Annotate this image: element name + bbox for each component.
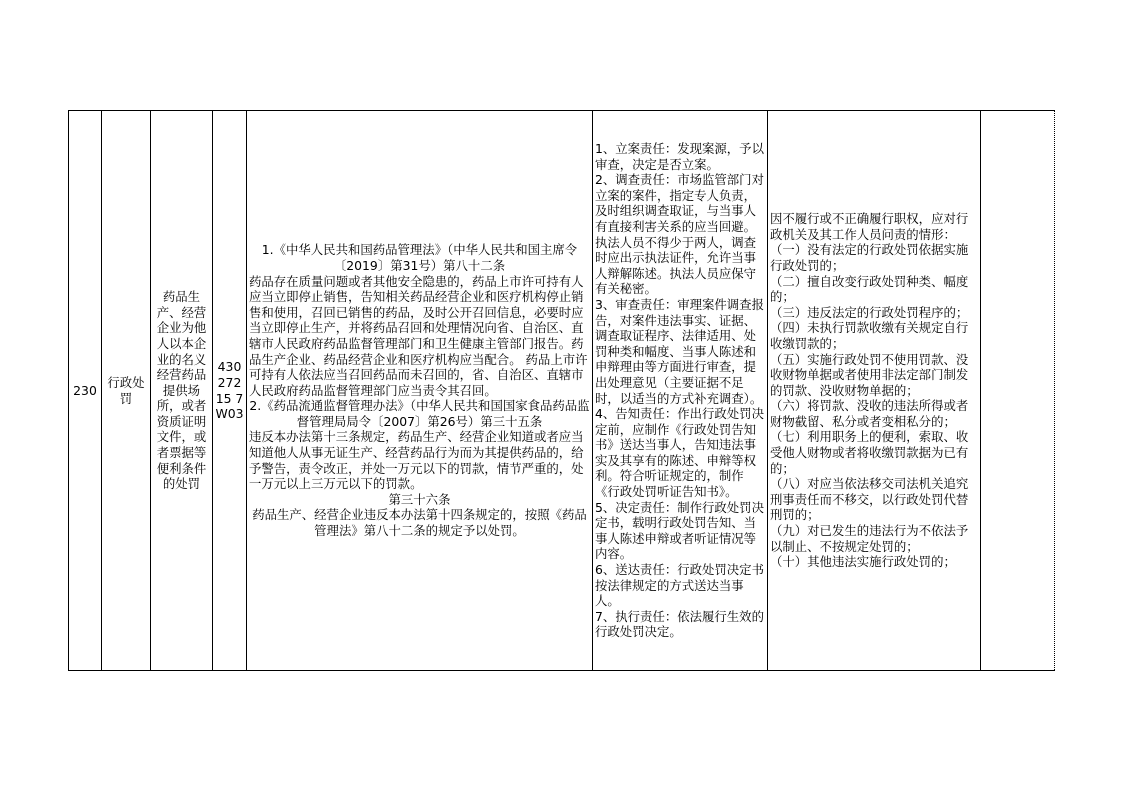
accountability-item: （六）将罚款、没收的违法所得或者财物截留、私分或者变相私分的； bbox=[770, 398, 969, 429]
table-row bbox=[69, 111, 1055, 671]
accountability-item: 因不履行或不正确履行职权，应对行政机关及其工作人员问责的情形： bbox=[770, 211, 969, 242]
accountability-item: （五）实施行政处罚不使用罚款、没收财物单据或者使用非法定部门制发的罚款、没收财物单据的； bbox=[770, 351, 969, 398]
accountability-item: （二）擅自改变行政处罚种类、幅度的； bbox=[770, 273, 969, 305]
accountability-item: （四）未执行罚款收缴有关规定自行收缴罚款的； bbox=[770, 320, 969, 351]
responsibilities bbox=[593, 111, 768, 671]
item-code: 43027215 7W03 bbox=[213, 111, 247, 671]
article36-title: 第三十六条 bbox=[388, 491, 451, 507]
accountability-item: （七）利用职务上的便利，索取、收受他人财物或者将收缴罚款据为已有的； bbox=[770, 429, 969, 476]
accountability-item: （三）违反法定的行政处罚程序的； bbox=[770, 304, 969, 320]
responsibility-item: 3、审查责任：审理案件调查报告，对案件违法事实、证据、调查取证程序、法律适用、处罚种类和幅度、当事人陈述和申辩理由等方面进行审查，提出处理意见（主要证据不足时，以适当的方式补充调查）。 bbox=[595, 296, 764, 406]
responsibility-item: 4、告知责任：作出行政处罚决定前，应制作《行政处罚告知书》送达当事人，告知违法事实及其享有的陈述、申辩等权利。符合听证规定的，制作《行政处罚听证告知书》。 bbox=[595, 406, 764, 500]
responsibility-item: 7、执行责任：依法履行生效的行政处罚决定。 bbox=[595, 608, 764, 640]
accountability-item: （九）对已发生的违法行为不依法予以制止、不按规定处罚的； bbox=[770, 523, 969, 554]
row-number: 230 bbox=[69, 111, 102, 671]
responsibility-item: 6、送达责任：行政处罚决定书按法律规定的方式送达当事人。 bbox=[595, 562, 764, 609]
legal-basis bbox=[247, 111, 593, 671]
accountability-item: （八）对应当依法移交司法机关追究刑事责任而不移交，以行政处罚代替刑罚的； bbox=[770, 476, 969, 523]
responsibility-item: 1、立案责任：发现案源，予以审查，决定是否立案。 bbox=[595, 141, 764, 172]
law2-title: 2.《药品流通监督管理办法》（中华人民共和国国家食品药品监督管理局局令〔2007〕第26号）第三十五条 bbox=[249, 398, 590, 429]
law1-text: 药品存在质量问题或者其他安全隐患的，药品上市许可持有人应当立即停止销售，告知相关药品经营企业和医疗机构停止销售和使用，召回已销售的药品，及时公开召回信息，必要时应当立即停止生产，并将药品召回和处理情况向省、自治区、直辖市人民政府药品监督管理部门和卫生健康主管部门报告。药品生产企业、药品经营企业和医疗机构应当配合。 药品上市许可持有人依法应当召回药品而未召回的，省、自治区、直辖市人民政府药品监督管理部门应当责令其召回。 bbox=[249, 273, 588, 398]
remarks-cell bbox=[981, 111, 1055, 671]
responsibility-item: 2、调查责任：市场监管部门对立案的案件，指定专人负责，及时组织调查取证，与当事人有直接利害关系的应当回避。执法人员不得少于两人，调查时应出示执法证件，允许当事人辩解陈述。执法人员应保守有关秘密。 bbox=[595, 172, 764, 297]
responsibility-item: 5、决定责任：制作行政处罚决定书，载明行政处罚告知、当事人陈述申辩或者听证情况等内容。 bbox=[595, 499, 764, 562]
accountability-item: （十）其他违法实施行政处罚的； bbox=[770, 554, 956, 570]
power-list-table bbox=[68, 110, 1055, 671]
power-category: 行政处罚 bbox=[102, 111, 151, 671]
accountability-item: （一）没有法定的行政处罚依据实施行政处罚的； bbox=[770, 242, 969, 273]
law2-text: 违反本办法第十三条规定，药品生产、经营企业知道或者应当知道他人从事无证生产、经营药品行为而为其提供药品的，给予警告，责令改正，并处一万元以下的罚款，情节严重的，处一万元以上三万元以下的罚款。 bbox=[249, 429, 584, 492]
item-name: 药品生产、经营企业为他人以本企业的名义经营药品提供场所，或者资质证明文件，或者票据等便利条件的处罚 bbox=[151, 111, 213, 671]
accountability bbox=[768, 111, 981, 671]
article36-text: 药品生产、经营企业违反本办法第十四条规定的，按照《药品管理法》第八十二条的规定予以处罚。 bbox=[252, 507, 587, 539]
law1-title: 1.《中华人民共和国药品管理法》（中华人民共和国主席令〔2019〕第31号）第八十二条 bbox=[261, 242, 578, 273]
